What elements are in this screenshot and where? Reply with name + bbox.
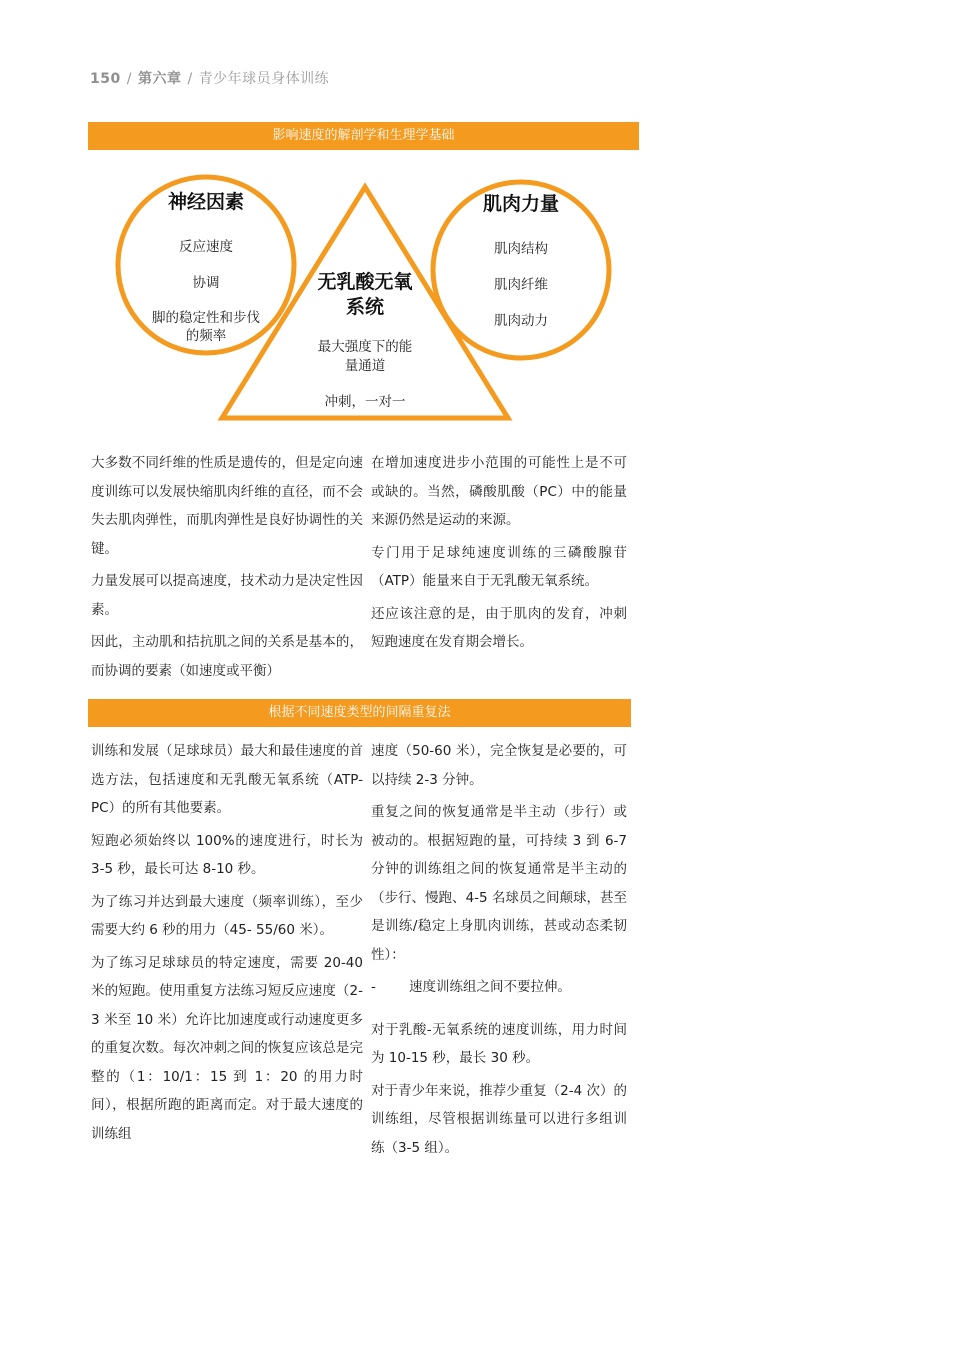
paragraph: 为了练习足球球员的特定速度，需要 20-40 米的短跑。使用重复方法练习短反应速度（2-3 米至 10 米）允许比加速度或行动速度更多的重复次数。每次冲刺之间的恢复应该总是完整的（1：10/1：15 到 1：20 的用力时间），根据所跑的距离而定。对于最大速度的训练组: [91, 954, 363, 1142]
paragraph: 大多数不同纤维的性质是遗传的，但是定向速度训练可以发展快缩肌肉纤维的直径，而不会失去肌肉弹性，而肌肉弹性是良好协调性的关键。: [91, 455, 363, 557]
bullet-dash: -: [371, 979, 376, 995]
triangle-title: 无乳酸无氧: [317, 271, 413, 293]
triangle-desc: 量通道: [344, 358, 386, 374]
paragraph: 对于青少年来说，推荐少重复（2-4 次）的训练组，尽管根据训练量可以进行多组训练（3-5 组）。: [371, 1082, 627, 1156]
speed-factors-diagram: [88, 150, 639, 440]
section-banner-anatomy: 影响速度的解剖学和生理学基础: [88, 122, 639, 150]
left-circle-item: 脚的稳定性和步伐: [152, 310, 260, 326]
section2-right-column: [371, 737, 627, 1166]
triangle-desc: 最大强度下的能: [317, 339, 413, 355]
paragraph: 还应该注意的是，由于肌肉的发育，冲刺短跑速度在发育期会增长。: [371, 605, 627, 650]
paragraph: 专门用于足球纯速度训练的三磷酸腺苷（ATP）能量来自于无乳酸无氧系统。: [371, 544, 627, 589]
left-circle-item: 协调: [192, 275, 220, 291]
section1-right-column: [371, 449, 627, 661]
paragraph: 训练和发展（足球球员）最大和最佳速度的首选方法，包括速度和无乳酸无氧系统（ATP-PC）的所有其他要素。: [91, 743, 363, 816]
chapter-label: 第六章: [137, 71, 182, 87]
section2-left-column: [91, 737, 363, 1152]
running-header: [90, 68, 329, 88]
section1-left-column: [91, 449, 363, 689]
header-separator: /: [126, 71, 132, 87]
paragraph: 短跑必须始终以 100%的速度进行，时长为 3-5 秒，最长可达 8-10 秒。: [91, 832, 363, 877]
paragraph: 重复之间的恢复通常是半主动（步行）或被动的。根据短跑的量，可持续 3 到 6-7 分钟的训练组之间的恢复通常是半主动的（步行、慢跑、4-5 名球员之间颠球，甚至是训练/稳定上身肌肉训练，甚或动态柔韧性）：: [371, 804, 627, 963]
triangle-title: 系统: [345, 296, 385, 318]
left-circle-item: 反应速度: [179, 239, 233, 255]
triangle-note: 冲刺，一对一: [324, 394, 406, 410]
left-circle-item: 的频率: [185, 328, 227, 344]
right-circle-item: 肌肉动力: [494, 313, 548, 329]
paragraph: 对于乳酸-无氧系统的速度训练，用力时间为 10-15 秒，最长 30 秒。: [371, 1021, 627, 1066]
header-separator: /: [187, 71, 193, 87]
left-circle-title: 神经因素: [167, 191, 245, 213]
bullet-text: 速度训练组之间不要拉伸。: [409, 979, 571, 995]
page-number: 150: [90, 71, 121, 87]
section-banner-interval: 根据不同速度类型的间隔重复法: [88, 699, 631, 727]
paragraph: 速度（50-60 米），完全恢复是必要的，可以持续 2-3 分钟。: [371, 743, 627, 788]
paragraph: 在增加速度进步小范围的可能性上是不可或缺的。当然，磷酸肌酸（PC）中的能量来源仍然是运动的来源。: [371, 455, 627, 528]
paragraph: 因此，主动肌和拮抗肌之间的关系是基本的，而协调的要素（如速度或平衡）: [91, 634, 363, 679]
chapter-title: 青少年球员身体训练: [198, 71, 330, 87]
bullet-item: [371, 973, 627, 1002]
paragraph: 为了练习并达到最大速度（频率训练），至少需要大约 6 秒的用力（45- 55/60 米）。: [91, 893, 363, 938]
right-circle-item: 肌肉纤维: [494, 277, 548, 293]
right-circle-item: 肌肉结构: [494, 241, 548, 257]
paragraph: 力量发展可以提高速度，技术动力是决定性因素。: [91, 573, 363, 618]
right-circle-title: 肌肉力量: [482, 193, 560, 215]
